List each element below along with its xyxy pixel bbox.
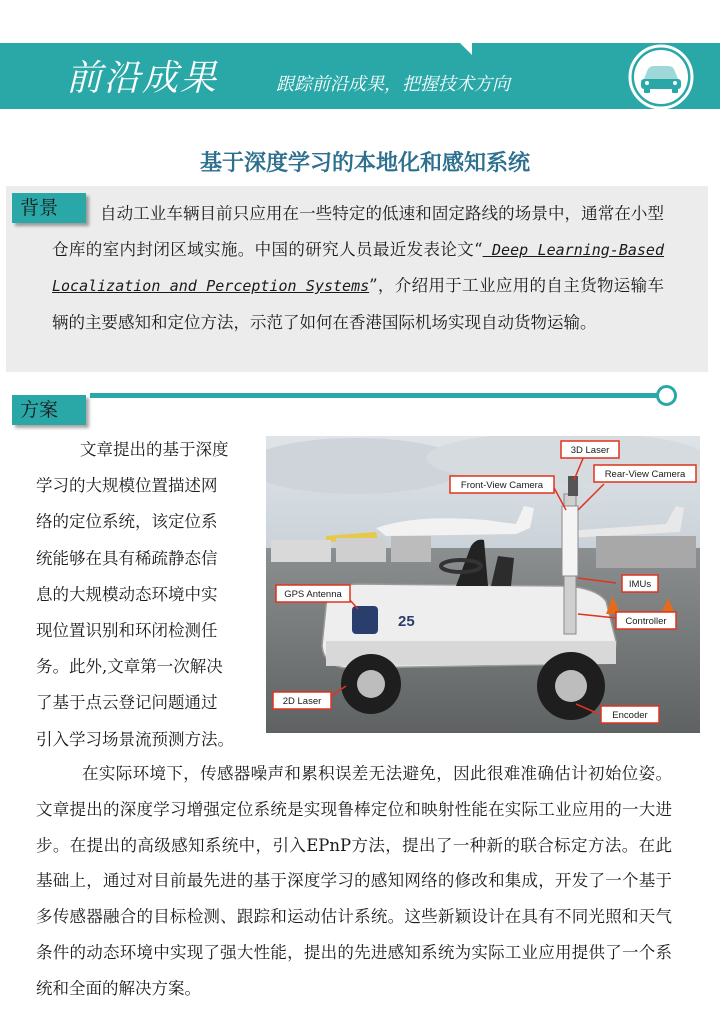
callout-imus: IMUs bbox=[628, 579, 652, 590]
background-text-before: 自动工业车辆目前只应用在一些特定的低速和固定路线的场景中，通常在小型仓库的室内封闭区域实施。中国的研究人员最近发表论文“ bbox=[52, 204, 664, 259]
callout-gps-antenna: GPS Antenna bbox=[284, 589, 342, 600]
banner-notch bbox=[460, 43, 472, 55]
document-title: 基于深度学习的本地化和感知系统 bbox=[199, 150, 530, 176]
section-divider bbox=[90, 393, 658, 398]
intro-line: 统能够在具有稀疏静态信 bbox=[36, 548, 218, 568]
intro-line: 文章提出的基于深度 bbox=[80, 440, 229, 459]
intro-line: 务。此外,文章第一次解决 bbox=[36, 657, 223, 677]
solution-paragraph: 在实际环境下，传感器噪声和累积误差无法避免，因此很难准确估计初始位姿。文章提出的深度学习增强定位系统是实现鲁棒定位和映射性能在实际工业应用的一大进步。在提出的高级感知系统中，引入EPnP方法，提出了一种新的联合标定方法。在此基础上，通过对目前最先进的基于深度学习的感知网络的修改和集成，开发了一个基于多传感器融合的目标检测、跟踪和运动估计系统。这些新颖设计在具有不同光照和天气条件的动态环境中实现了强大性能，提出的先进感知系统为实际工业应用提供了一个系统和全面的解决方案。 bbox=[36, 764, 672, 998]
intro-line: 络的定位系统，该定位系 bbox=[36, 512, 218, 532]
solution-intro bbox=[36, 432, 256, 758]
divider-end-dot bbox=[656, 385, 677, 406]
section-tagline: 跟踪前沿成果，把握技术方向 bbox=[276, 74, 510, 95]
vehicle-photo bbox=[266, 436, 700, 733]
intro-line: 引入学习场景流预测方法。 bbox=[36, 729, 234, 749]
intro-line: 现位置识别和环闭检测任 bbox=[36, 621, 218, 641]
background-paragraph bbox=[52, 196, 664, 340]
callout-encoder: Encoder bbox=[612, 710, 648, 721]
callout-rear-camera: Rear-View Camera bbox=[604, 469, 686, 480]
section-title: 前沿成果 bbox=[66, 58, 219, 99]
vehicle-number: 25 bbox=[398, 613, 415, 630]
paper-title: Deep Learning-Based Localization and Perception Systems bbox=[52, 240, 664, 295]
callout-3d-laser: 3D Laser bbox=[570, 445, 610, 456]
callout-front-camera: Front-View Camera bbox=[460, 480, 544, 491]
intro-line: 了基于点云登记问题通过 bbox=[36, 693, 218, 713]
solution-label: 方案 bbox=[12, 395, 86, 425]
intro-line: 息的大规模动态环境中实 bbox=[36, 584, 218, 604]
car-icon bbox=[620, 40, 702, 114]
callout-2d-laser: 2D Laser bbox=[282, 696, 322, 707]
callout-controller: Controller bbox=[625, 616, 667, 627]
background-text-after: ”，介绍用于工业应用的自主货物运输车辆的主要感知和定位方法，示范了如何在香港国际机场实现自动货物运输。 bbox=[52, 276, 664, 332]
intro-line: 学习的大规模位置描述网 bbox=[36, 476, 218, 496]
background-label: 背景 bbox=[12, 193, 86, 223]
